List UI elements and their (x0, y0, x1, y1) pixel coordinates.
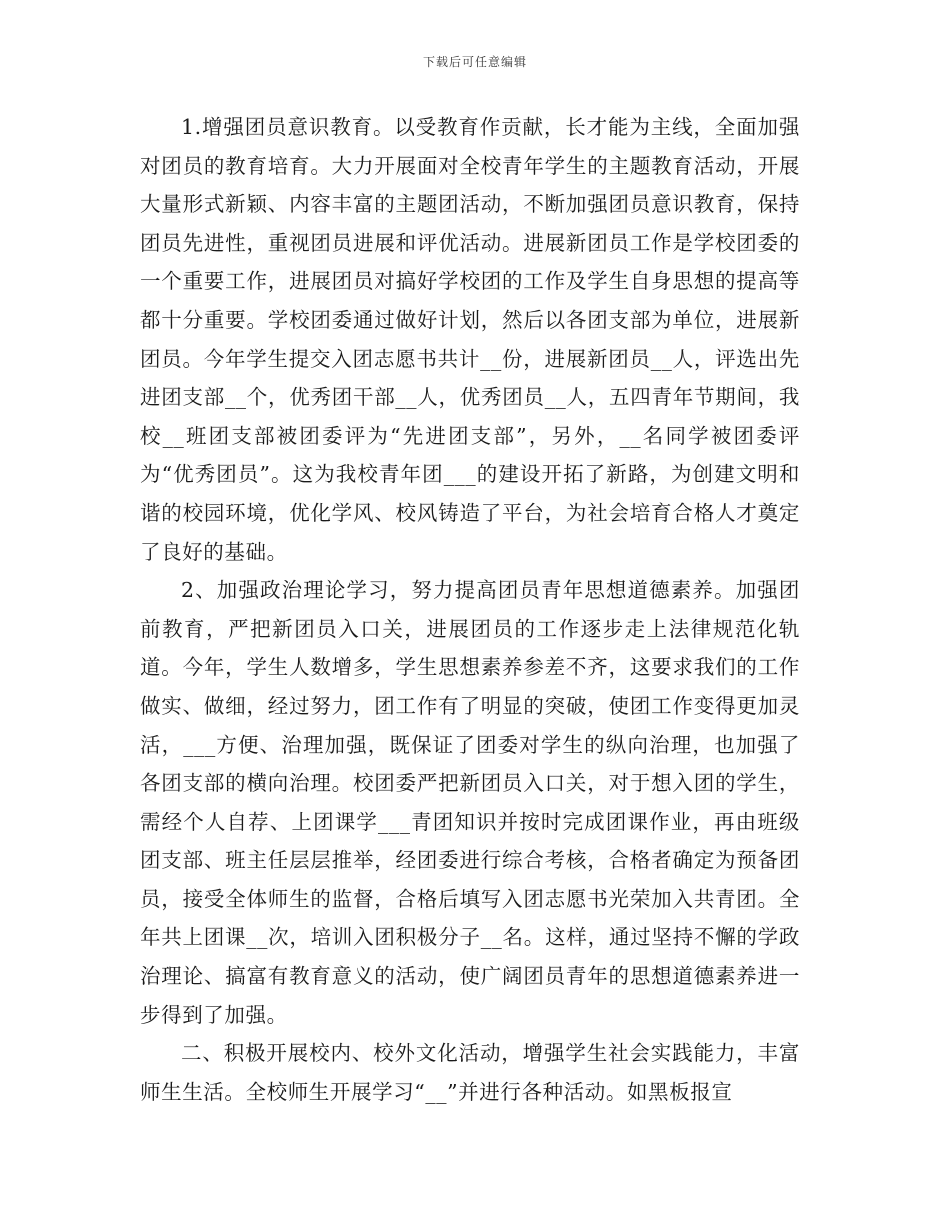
document-body (140, 108, 800, 1111)
paragraph-cultural-activities: 二、积极开展校内、校外文化活动，增强学生社会实践能力，丰富师生生活。全校师生开展学习“__”并进行各种活动。如黑板报宣 (140, 1041, 800, 1104)
paragraph-member-awareness: 1.增强团员意识教育。以受教育作贡献，长才能为主线，全面加强对团员的教育培育。大力开展面对全校青年学生的主题教育活动，开展大量形式新颖、内容丰富的主题团活动，不断加强团员意识教育，保持团员先进性，重视团员进展和评优活动。进展新团员工作是学校团委的一个重要工作，进展团员对搞好学校团的工作及学生自身思想的提高等都十分重要。学校团委通过做好计划，然后以各团支部为单位，进展新团员。今年学生提交入团志愿书共计__份，进展新团员__人，评选出先进团支部__个，优秀团干部__人，优秀团员__人，五四青年节期间，我校__班团支部被团委评为“先进团支部”，另外，__名同学被团委评为“优秀团员”。这为我校青年团___的建设开拓了新路，为创建文明和谐的校园环境，优化学风、校风铸造了平台，为社会培育合格人才奠定了良好的基础。 (140, 115, 800, 564)
page-header-note: 下载后可任意编辑 (422, 55, 527, 69)
paragraph-political-study: 2、加强政治理论学习，努力提高团员青年思想道德素养。加强团前教育，严把新团员入口关，进展团员的工作逐步走上法律规范化轨道。今年，学生人数增多，学生思想素养参差不齐，这要求我们的工作做实、做细，经过努力，团工作有了明显的突破，使团工作变得更加灵活，___方便、治理加强，既保证了团委对学生的纵向治理，也加强了各团支部的横向治理。校团委严把新团员入口关，对于想入团的学生，需经个人自荐、上团课学___青团知识并按时完成团课作业，再由班级团支部、班主任层层推举，经团委进行综合考核，合格者确定为预备团员，接受全体师生的监督，合格后填写入团志愿书光荣加入共青团。全年共上团课__次，培训入团积极分子__名。这样，通过坚持不懈的学政治理论、搞富有教育意义的活动，使广阔团员青年的思想道德素养进一步得到了加强。 (140, 578, 800, 1027)
